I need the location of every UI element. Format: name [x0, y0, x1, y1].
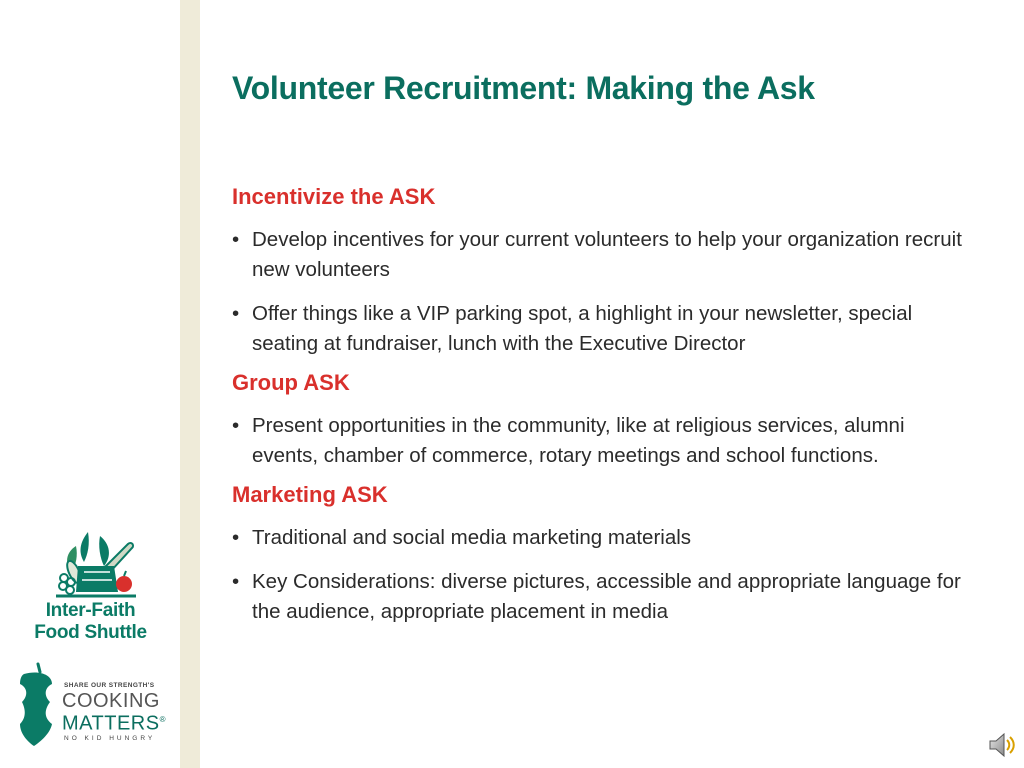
bullet-item: • Develop incentives for your current volunteers to help your organization recruit new volunteers: [232, 225, 972, 285]
ifs-logo-text: [18, 600, 163, 644]
section-heading: Group ASK: [232, 370, 350, 395]
apple-core-icon: [14, 662, 60, 748]
cm-tagline: SHARE OUR STRENGTH'S: [64, 682, 155, 689]
section-heading: Marketing ASK: [232, 482, 388, 507]
side-band: [180, 0, 200, 768]
bullet-list: [232, 523, 972, 627]
ifs-logo-line: Food Shuttle: [34, 622, 147, 643]
section-heading: Incentivize the ASK: [232, 184, 436, 209]
bullet-item: • Present opportunities in the community, like at religious services, alumni events, chamber of commerce, rotary meetings and school functions.: [232, 411, 972, 471]
section-group: [232, 367, 972, 471]
bullet-item: • Offer things like a VIP parking spot, a highlight in your newsletter, special seating at fundraiser, lunch with the Executive Director: [232, 299, 972, 359]
cooking-matters-logo: [14, 662, 184, 748]
inter-faith-food-shuttle-logo: [18, 528, 168, 648]
bullet-list: [232, 225, 972, 359]
produce-basket-icon: [18, 528, 168, 600]
cm-word-cooking: COOKING: [62, 690, 160, 712]
bullet-list: [232, 411, 972, 471]
cm-word-matters: [62, 710, 166, 734]
bullet-item: • Traditional and social media marketing materials: [232, 523, 972, 553]
cm-word-matters-text: MATTERS: [62, 712, 160, 735]
speaker-icon[interactable]: [988, 730, 1016, 760]
section-marketing: [232, 479, 972, 627]
cm-trademark: ®: [159, 715, 166, 724]
cm-no-kid-hungry: NO KID HUNGRY: [64, 735, 156, 742]
slide-title: Volunteer Recruitment: Making the Ask: [232, 70, 815, 106]
section-incentivize: [232, 181, 972, 359]
ifs-logo-line: Inter-Faith: [45, 600, 136, 621]
slide-content: [232, 181, 972, 635]
bullet-item: • Key Considerations: diverse pictures, accessible and appropriate language for the audience, appropriate placement in media: [232, 567, 972, 627]
